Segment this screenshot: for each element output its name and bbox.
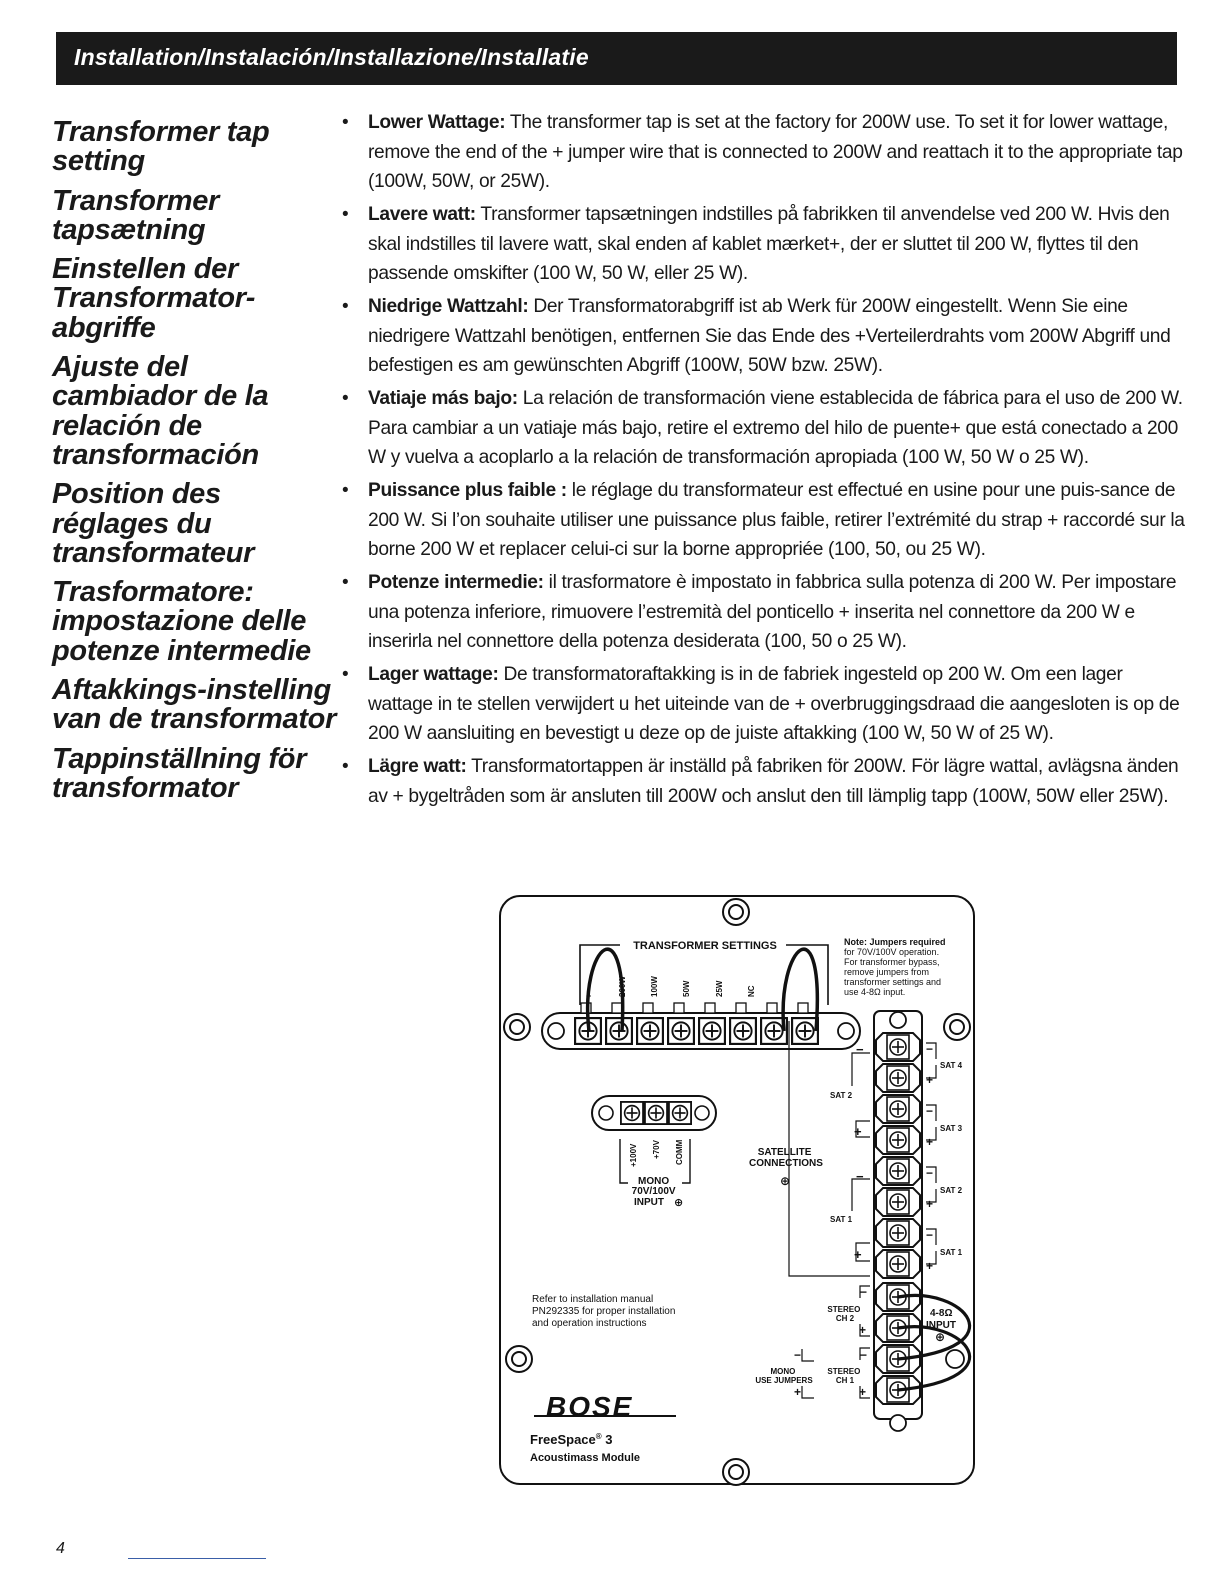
sat-terminal-8: [876, 1250, 920, 1278]
sat-right-minus-2: −: [926, 1166, 934, 1180]
sat-left-label-sat1: SAT 1: [830, 1215, 853, 1224]
sat-strip-end-top: [890, 1012, 906, 1028]
bullet-text: The transformer tap is set at the factory for 200W use. To set it for lower wattage, remove the end of the + jumper wire that is connected to 200W and reattach it to the appropriate tap (100W, 50W, or 25W).: [368, 112, 1183, 192]
bullet-dutch: [340, 660, 1190, 749]
mono-terminal-comm: [669, 1102, 691, 1124]
bullet-danish: [340, 200, 1190, 289]
sat-right-minus-3: −: [926, 1104, 934, 1118]
footer-rule: [128, 1558, 266, 1559]
stereo-ch1-label: STEREO CH 1: [827, 1367, 861, 1385]
sat-left-label-sat2: SAT 2: [830, 1091, 853, 1100]
sat-terminal-1: [876, 1033, 920, 1061]
mono-terminal-70v: [645, 1102, 667, 1124]
sat-right-label-sat4: SAT 4: [940, 1061, 963, 1070]
sat-terminal-4: [876, 1126, 920, 1154]
jumper-note: Note: Jumpers required for 70V/100V operation. For transformer bypass, remove jumpers from transformer settings and use 4-8Ω input.: [844, 937, 946, 997]
sat-right-plus-4: +: [926, 1073, 934, 1087]
bullet-german: [340, 292, 1190, 381]
four-eight-ohm-input-label: 4-8Ω INPUT: [926, 1308, 956, 1331]
sat-right-plus-3: +: [926, 1135, 934, 1149]
bullet-text: le réglage du transformateur est effectué en usine pour une puis-sance de 200 W. Si l’on souhaite utiliser une puissance plus faible, retirer l’extrémité du strap + raccordé sur la borne 200 W et replacer celui-ci sur la borne appropriée (100, 50, ou 25 W).: [368, 480, 1185, 560]
mono-terminal-100v: [621, 1102, 643, 1124]
mount-hole-bottom: [723, 1459, 749, 1485]
stereo-ch2-label: STEREO CH 2: [827, 1305, 861, 1323]
connector-symbol-satellite: ⊕: [780, 1174, 791, 1188]
heading-column: [52, 118, 337, 813]
bullet-text: Transformatortappen är inställd på fabriken för 200W. För lägre wattal, avlägsna änden av + bygeltråden som är ansluten till 200W och anslut den till lämplig tapp (100W, 50W eller 25W).: [368, 756, 1179, 807]
heading-english: Transformer tap setting: [52, 116, 270, 178]
heading-german: Einstellen der Transformator-abgriffe: [52, 253, 256, 344]
sat-left-minus-2: −: [856, 1169, 864, 1184]
mount-hole-top: [723, 899, 749, 925]
heading-swedish: Tappinställning för transformator: [52, 742, 307, 804]
mono-input-label: MONO 70V/100V INPUT: [631, 1176, 676, 1208]
mono-term-label-70v: +70V: [652, 1140, 661, 1159]
section-title: Installation/Instalación/Installazione/Installatie: [74, 44, 589, 70]
mono-jumper-plus: +: [794, 1385, 802, 1399]
heading-french: Position des réglages du transformateur: [52, 478, 255, 569]
connector-symbol-mono: ⊕: [674, 1197, 684, 1209]
bullet-lead: Vatiaje más bajo:: [368, 388, 518, 409]
sat-right-plus-1: +: [926, 1259, 934, 1273]
terminal-stud-6: [736, 1003, 746, 1013]
terminal-stud-5: [705, 1003, 715, 1013]
mount-hole-right: [944, 1014, 970, 1040]
transformer-terminal-3: [637, 1018, 663, 1044]
refer-instructions: Refer to installation manual PN292335 for proper installation and operation instructions: [532, 1294, 676, 1329]
sat-left-plus-1: +: [854, 1124, 862, 1139]
section-header-bar: [56, 32, 1177, 85]
heading-spanish: Ajuste del cambiador de la relación de transformación: [52, 351, 269, 471]
transformer-terminal-8: [792, 1018, 818, 1044]
bullet-english: [340, 108, 1190, 197]
bullet-lead: Lavere watt:: [368, 204, 476, 225]
sat-terminal-5: [876, 1157, 920, 1185]
tap-label-25w: 25W: [715, 980, 724, 997]
bullet-text: De transformatoraftakking is in de fabriek ingesteld op 200 W. Om een lager wattage in te stellen verwijdert u het uiteinde van de + overbruggingsdraad die aangesloten is op de 200 W aansluiting en bevestigt u deze op de juiste aftakking (100 W, 50 W of 25 W).: [368, 664, 1180, 744]
bullet-text: Der Transformatorabgriff ist ab Werk für 200W eingestellt. Wenn Sie eine niedrigere Wattzahl benötigen, entfernen Sie das Ende des +Verteilerdrahts vom 200W Abgriff und befestigen es am gewünschten Abgriff (100W, 50W bzw. 25W).: [368, 296, 1171, 376]
mono-jumper-minus: −: [794, 1348, 802, 1362]
module-wiring-diagram: [494, 893, 980, 1489]
mono-strip-end-right: [695, 1106, 709, 1120]
bullet-text: Transformer tapsætningen indstilles på fabrikken til anvendelse ved 200 W. Hvis den skal indstilles til lavere watt, skal enden af kablet mærket+, der er sluttet til 200 W, flyttes til den passende omskifter (100 W, 50 W, eller 25 W).: [368, 204, 1170, 284]
bullet-lead: Puissance plus faible :: [368, 480, 567, 501]
tap-label-200w: 200W: [618, 976, 627, 997]
page-number: 4: [56, 1540, 65, 1557]
transformer-settings-label: TRANSFORMER SETTINGS: [633, 940, 777, 952]
instruction-list: [340, 108, 1190, 815]
terminal-stud-2: [612, 1003, 622, 1013]
bullet-spanish: [340, 384, 1190, 473]
heading-danish: Transformer tapsætning: [52, 184, 220, 246]
transformer-terminal-2: [606, 1018, 632, 1044]
sat-left-plus-2: +: [854, 1247, 862, 1262]
mono-term-label-100v: +100V: [629, 1143, 638, 1167]
sat-right-minus-1: −: [926, 1228, 934, 1242]
sat-right-label-sat2: SAT 2: [940, 1186, 963, 1195]
bullet-swedish: [340, 752, 1190, 811]
sat-terminal-3: [876, 1095, 920, 1123]
tap-label-100w: 100W: [650, 976, 659, 997]
bullet-lead: Potenze intermedie:: [368, 572, 544, 593]
satellite-connections-label: SATELLITE CONNECTIONS: [749, 1147, 823, 1169]
product-subtitle: Acoustimass Module: [530, 1452, 641, 1464]
bullet-french: [340, 476, 1190, 565]
input-plus-ch2: +: [859, 1323, 867, 1337]
mount-hole-lower-left: [506, 1346, 532, 1372]
input-minus-ch2: −: [860, 1285, 868, 1299]
terminal-stud-8: [798, 1003, 808, 1013]
mono-jumpers-label: MONO USE JUMPERS: [755, 1367, 813, 1385]
mono-strip-end-left: [599, 1106, 613, 1120]
bullet-lead: Lager wattage:: [368, 664, 499, 685]
bullet-text: il trasformatore è impostato in fabbrica sulla potenza di 200 W. Per impostare una potenza inferiore, rimuovere l’estremità del ponticello + inserita nel connettore da 200 W e inserirla nel connettore della potenza desiderata (100, 50 o 25 W).: [368, 572, 1177, 652]
heading-italian: Trasformatore: impostazione delle potenze intermedie: [52, 576, 311, 667]
connector-symbol-input: ⊕: [935, 1330, 946, 1344]
product-name: FreeSpace® 3: [530, 1432, 613, 1447]
transformer-terminal-4: [668, 1018, 694, 1044]
input-plus-ch1: +: [859, 1385, 867, 1399]
bullet-text: La relación de transformación viene establecida de fábrica para el uso de 200 W. Para cambiar a un vatiaje más bajo, retire el extremo del hilo de puente+ que está conectado a 200 W y vuelva a acoplarlo a la relación de transformación apropiada (100 W, 50 W o 25 W).: [368, 388, 1183, 468]
mount-hole-left: [504, 1014, 530, 1040]
terminal-stud-4: [674, 1003, 684, 1013]
transformer-terminal-6: [730, 1018, 756, 1044]
tap-label-nc: NC: [747, 985, 756, 997]
bullet-lead: Lägre watt:: [368, 756, 467, 777]
mono-term-label-comm: COMM: [675, 1139, 684, 1165]
bullet-lead: Lower Wattage:: [368, 112, 506, 133]
sat-left-minus-1: −: [856, 1042, 864, 1057]
brand-logo: BOSE: [546, 1391, 634, 1422]
bullet-italian: [340, 568, 1190, 657]
terminal-stud-3: [643, 1003, 653, 1013]
sat-right-label-sat1: SAT 1: [940, 1248, 963, 1257]
sat-terminal-6: [876, 1188, 920, 1216]
strip-end-right: [838, 1023, 854, 1039]
strip-plus-sign: +: [586, 991, 592, 1001]
sat-right-label-sat3: SAT 3: [940, 1124, 963, 1133]
bullet-lead: Niedrige Wattzahl:: [368, 296, 529, 317]
sat-right-plus-2: +: [926, 1197, 934, 1211]
sat-strip-end-bottom: [890, 1415, 906, 1431]
terminal-stud-7: [767, 1003, 777, 1013]
sat-right-minus-4: −: [926, 1042, 934, 1056]
transformer-terminal-5: [699, 1018, 725, 1044]
strip-end-left: [548, 1023, 564, 1039]
input-side-hole: [946, 1350, 964, 1368]
sat-terminal-2: [876, 1064, 920, 1092]
heading-dutch: Aftakkings-instelling van de transformator: [52, 674, 337, 736]
sat-terminal-7: [876, 1219, 920, 1247]
tap-label-50w: 50W: [682, 980, 691, 997]
input-minus-ch1: −: [860, 1348, 868, 1362]
